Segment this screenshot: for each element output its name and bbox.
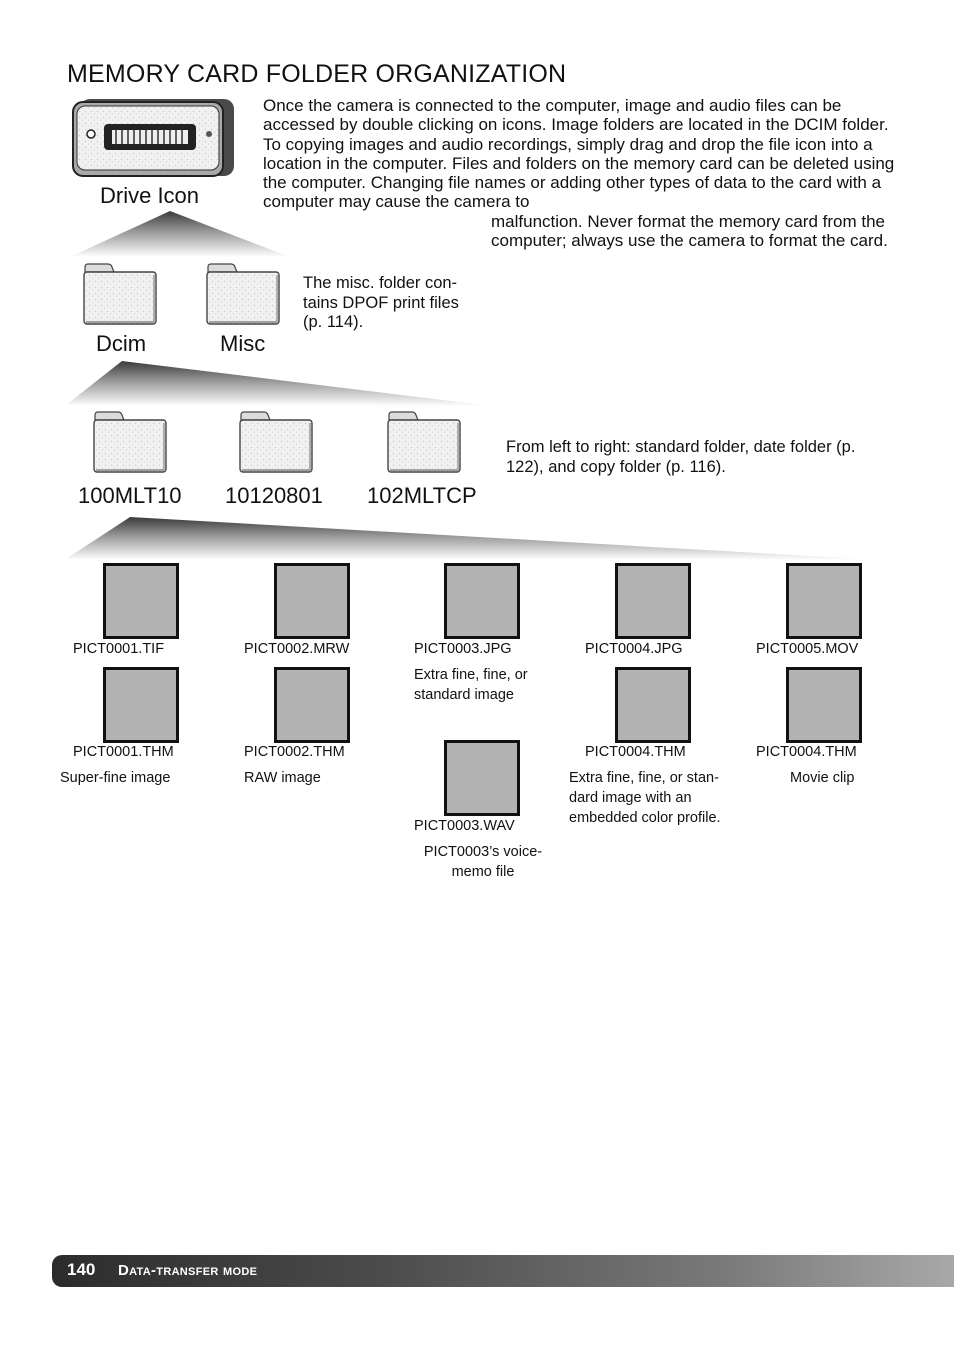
drive-icon-label: Drive Icon	[100, 183, 200, 208]
page-title: MEMORY CARD FOLDER ORGANIZATION	[67, 60, 567, 88]
misc-folder-note: The misc. folder con-tains DPOF print files (p. 114).	[303, 274, 459, 331]
root-to-dcim-connector	[66, 361, 492, 406]
file-thumbnail-pict0001-tif[interactable]	[103, 563, 179, 639]
intro-paragraph-continued: malfunction. Never format the memory card from the computer; always use the camera to format the card.	[491, 212, 888, 251]
file-thumbnail-pict0005-thm[interactable]	[786, 667, 862, 743]
file-label-pict0001-tif: PICT0001.TIF	[73, 641, 165, 657]
copy-folder-label: 102MLTCP	[367, 483, 477, 508]
file-thumbnail-pict0003-wav[interactable]	[444, 740, 520, 816]
file-thumbnail-pict0002-mrw[interactable]	[274, 563, 350, 639]
dcim-folder-label: Dcim	[96, 331, 147, 356]
file-thumbnail-pict0004-jpg[interactable]	[615, 563, 691, 639]
file-thumbnail-pict0001-thm[interactable]	[103, 667, 179, 743]
file-thumbnail-pict0003-jpg[interactable]	[444, 563, 520, 639]
file-label-pict0005-mov: PICT0005.MOV	[756, 641, 859, 657]
file-label-pict0004-thm: PICT0004.THM	[585, 744, 686, 760]
file-thumbnail-pict0004-thm[interactable]	[615, 667, 691, 743]
page-number: 140	[67, 1260, 96, 1279]
section-name: Data-transfer mode	[118, 1262, 258, 1279]
date-folder-icon[interactable]	[238, 410, 314, 474]
misc-folder-icon[interactable]	[205, 262, 281, 326]
file-thumbnail-pict0002-thm[interactable]	[274, 667, 350, 743]
drive-to-root-connector	[72, 211, 290, 257]
date-folder-label: 10120801	[225, 483, 323, 508]
image-folders-note: From left to right: standard folder, date folder (p. 122), and copy folder (p. 116).	[506, 438, 856, 476]
file-label-pict0003-wav: PICT0003.WAV	[414, 818, 515, 834]
pict0003-jpg-caption: Extra fine, fine, or standard image	[414, 667, 528, 703]
dcim-to-folders-connector	[66, 517, 880, 560]
file-label-pict0002-thm: PICT0002.THM	[244, 744, 345, 760]
file-label-pict0001-thm: PICT0001.THM	[73, 744, 174, 760]
pict0002-caption: RAW image	[244, 770, 321, 786]
standard-folder-icon[interactable]	[92, 410, 168, 474]
pict0003-wav-caption: PICT0003’s voice-memo file	[423, 844, 543, 880]
file-label-pict0004-jpg: PICT0004.JPG	[585, 641, 683, 657]
pict0004-caption: Extra fine, fine, or stan-dard image with an embedded color profile.	[569, 770, 721, 826]
pict0001-caption: Super-fine image	[60, 770, 171, 786]
pict0005-caption: Movie clip	[790, 770, 855, 786]
standard-folder-label: 100MLT10	[78, 483, 182, 508]
copy-folder-icon[interactable]	[386, 410, 462, 474]
file-thumbnail-pict0005-mov[interactable]	[786, 563, 862, 639]
intro-paragraph: Once the camera is connected to the computer, image and audio files can be accessed by double clicking on icons. Image folders are located in the DCIM folder. To copying images and audio recordings, simply drag and drop the file icon into a location in the computer. Files and folders on the memory card can be deleted using the computer. Changing file names or adding other types of data to the card with a computer may cause the camera to	[263, 96, 895, 212]
file-label-pict0005-thm: PICT0004.THM	[756, 744, 857, 760]
misc-folder-label: Misc	[220, 331, 266, 356]
file-label-pict0002-mrw: PICT0002.MRW	[244, 641, 350, 657]
file-label-pict0003-jpg: PICT0003.JPG	[414, 641, 512, 657]
dcim-folder-icon[interactable]	[82, 262, 158, 326]
